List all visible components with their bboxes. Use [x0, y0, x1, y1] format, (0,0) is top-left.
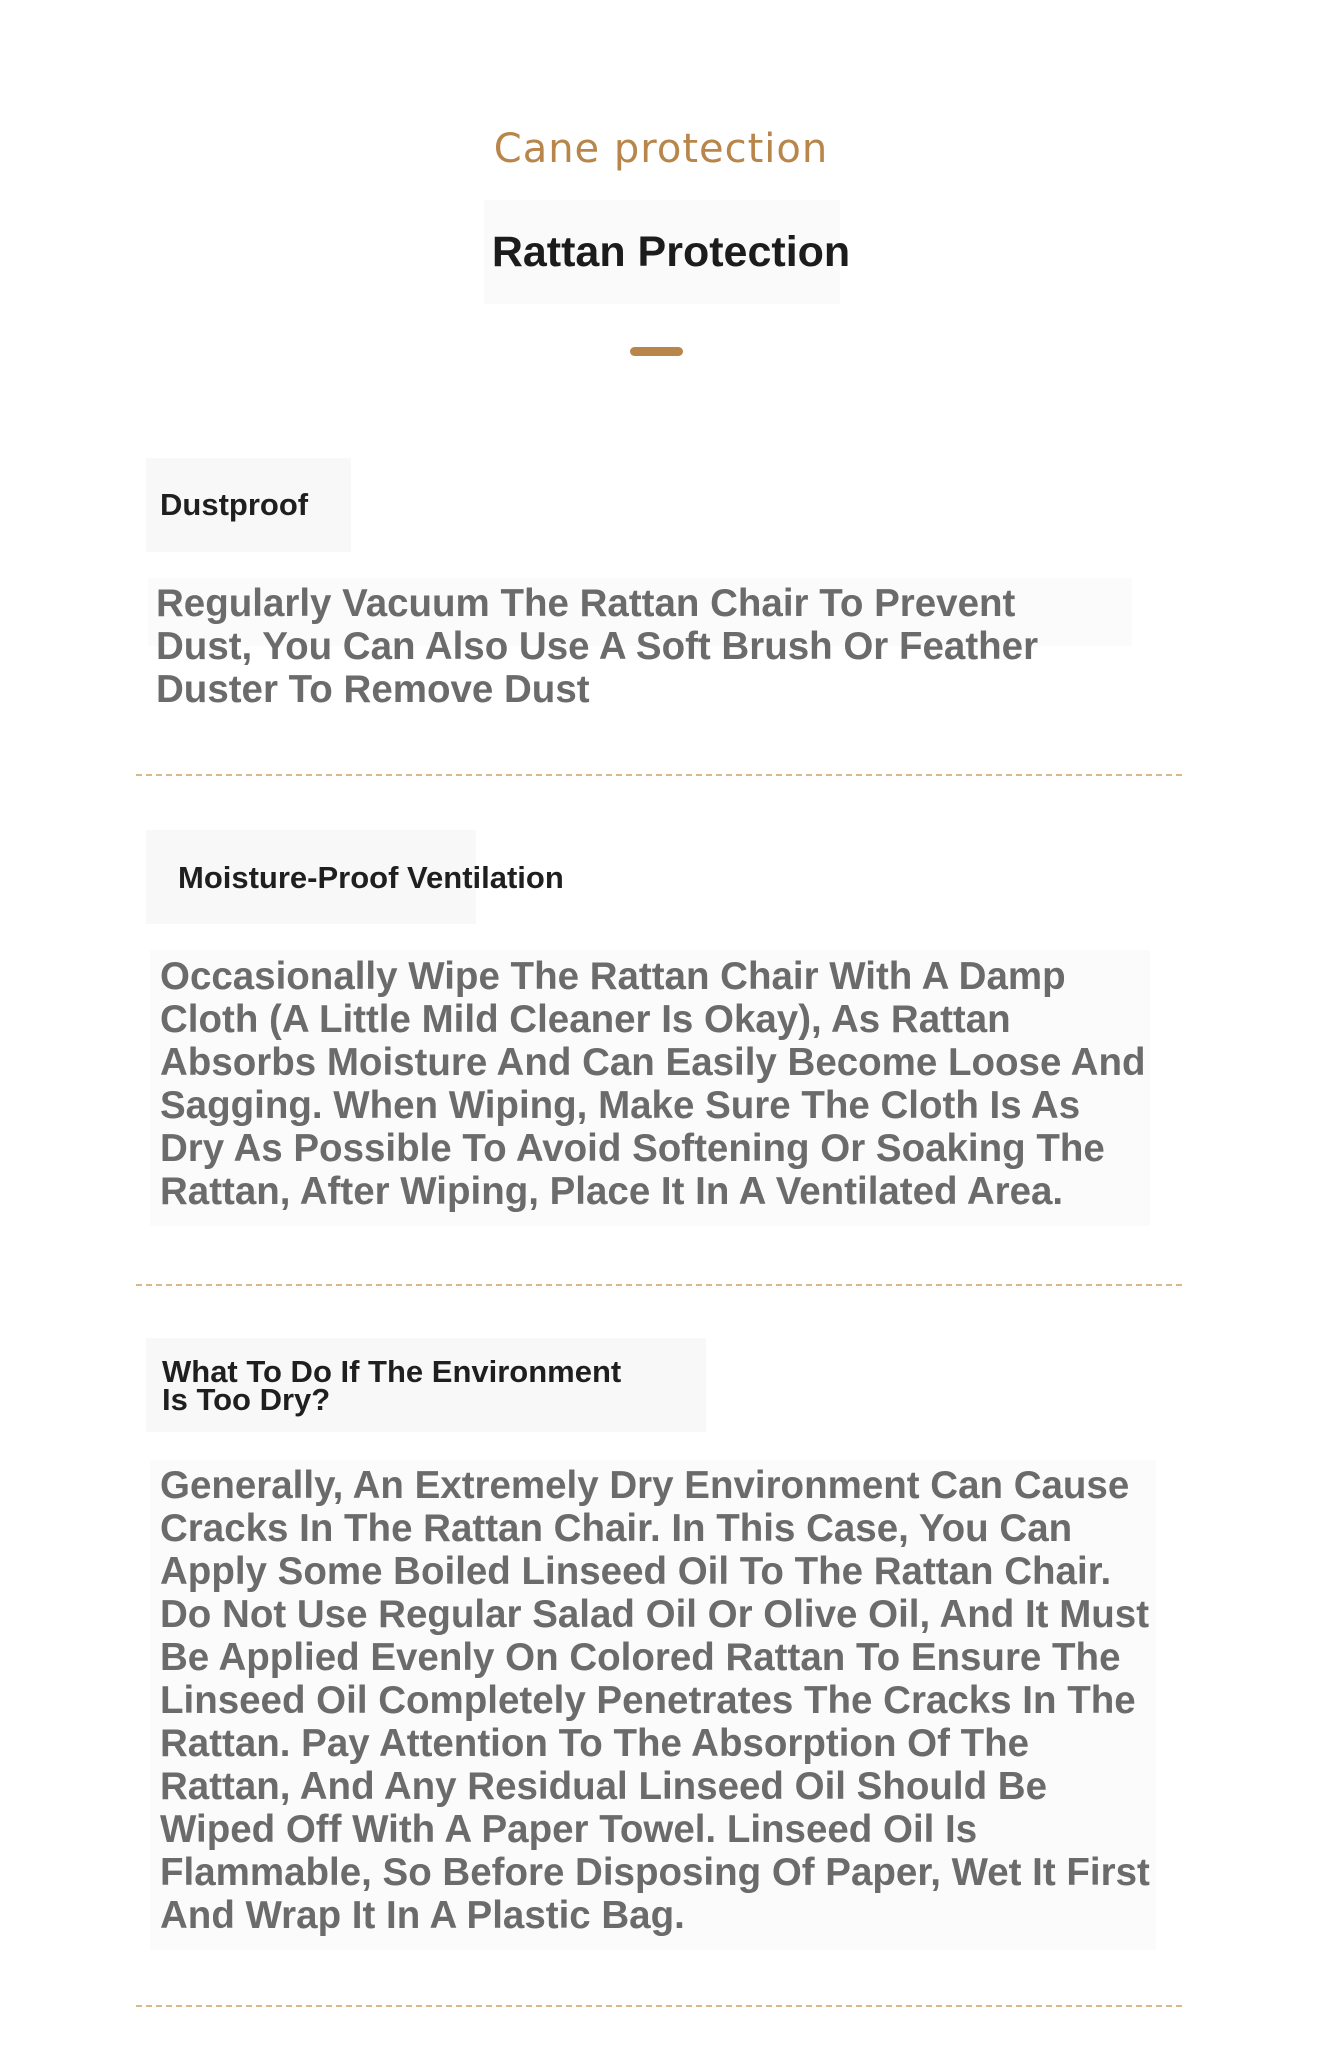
section-divider — [136, 774, 1182, 776]
section-heading-dustproof: Dustproof — [160, 487, 309, 522]
section-divider — [136, 1284, 1182, 1286]
page-title: Rattan Protection — [491, 228, 851, 276]
section-body-too-dry: Generally, An Extremely Dry Environment Can Cause Cracks In The Rattan Chair. In This Case, You Can Apply Some Boiled Linseed Oil To The Rattan Chair. Do Not Use Regular Salad Oil Or Olive Oil, And It Must Be Applied Evenly On Colored Rattan To Ensure The Linseed Oil Completely Penetrates The Cracks In The Rattan. Pay Attention To The Absorption Of The Rattan, And Any Residual Linseed Oil Should Be Wiped Off With A Paper Towel. Linseed Oil Is Flammable, So Before Disposing Of Paper, Wet It First And Wrap It In A Plastic Bag. — [160, 1464, 1150, 1937]
section-heading-moisture-proof: Moisture-Proof Ventilation — [178, 860, 564, 895]
section-divider — [136, 2005, 1182, 2007]
section-heading-too-dry: What To Do If The Environment Is Too Dry? — [162, 1354, 622, 1417]
title-accent-bar — [630, 347, 683, 356]
section-body-moisture-proof: Occasionally Wipe The Rattan Chair With A Damp Cloth (A Little Mild Cleaner Is Okay), As Rattan Absorbs Moisture And Can Easily Become Loose And Sagging. When Wiping, Make Sure The Cloth Is As Dry As Possible To Avoid Softening Or Soaking The Rattan, After Wiping, Place It In A Ventilated Area. — [160, 955, 1146, 1213]
section-body-dustproof: Regularly Vacuum The Rattan Chair To Prevent Dust, You Can Also Use A Soft Brush Or Feather Duster To Remove Dust — [156, 582, 1039, 711]
eyebrow-caption: Cane protection — [493, 126, 829, 172]
